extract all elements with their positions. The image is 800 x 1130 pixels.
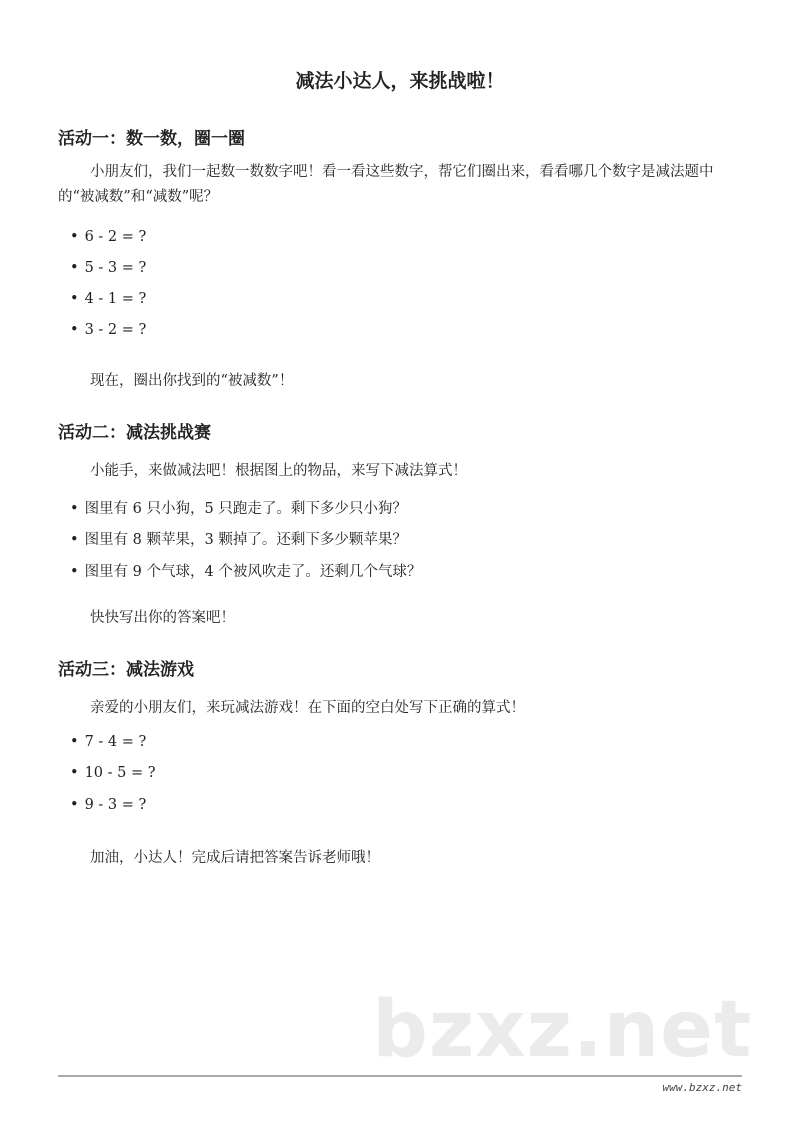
list-item: • 图里有 9 个气球，4 个被风吹走了。还剩几个气球？ <box>70 560 421 581</box>
list-item: • 5 - 3 = ? <box>70 260 146 276</box>
activity1-closing: 现在，圈出你找到的“被减数”！ <box>90 373 294 389</box>
footer-divider <box>58 1075 742 1077</box>
list-item: • 4 - 1 = ? <box>70 291 146 307</box>
activity1-heading: 活动一：数一数，圈一圈 <box>58 129 245 149</box>
list-item: • 3 - 2 = ? <box>70 322 146 338</box>
activity2-heading: 活动二：减法挑战赛 <box>58 423 211 443</box>
activity2-intro: 小能手，来做减法吧！根据图上的物品，来写下减法算式！ <box>90 463 467 479</box>
footer-url: www.bzxz.net <box>662 1081 742 1094</box>
activity3-heading: 活动三：减法游戏 <box>58 660 194 680</box>
list-item: • 图里有 6 只小狗，5 只跑走了。剩下多少只小狗？ <box>70 497 407 518</box>
list-item: • 图里有 8 颗苹果，3 颗掉了。还剩下多少颗苹果？ <box>70 528 407 549</box>
activity3-intro: 亲爱的小朋友们，来玩减法游戏！在下面的空白处写下正确的算式！ <box>90 700 525 716</box>
list-item: • 9 - 3 = ? <box>70 797 146 813</box>
list-item: • 6 - 2 = ? <box>70 229 146 245</box>
activity2-closing: 快快写出你的答案吧！ <box>90 610 235 626</box>
list-item: • 10 - 5 = ? <box>70 765 156 781</box>
watermark: bzxz.net <box>372 985 753 1075</box>
page-title: 减法小达人，来挑战啦！ <box>295 70 505 92</box>
list-item: • 7 - 4 = ? <box>70 734 146 750</box>
activity1-intro: 小朋友们，我们一起数一数数字吧！看一看这些数字，帮它们圈出来，看看哪几个数字是减法题中的“被减数”和“减数”呢？ <box>58 164 714 205</box>
activity3-closing: 加油，小达人！完成后请把答案告诉老师哦！ <box>90 850 380 866</box>
